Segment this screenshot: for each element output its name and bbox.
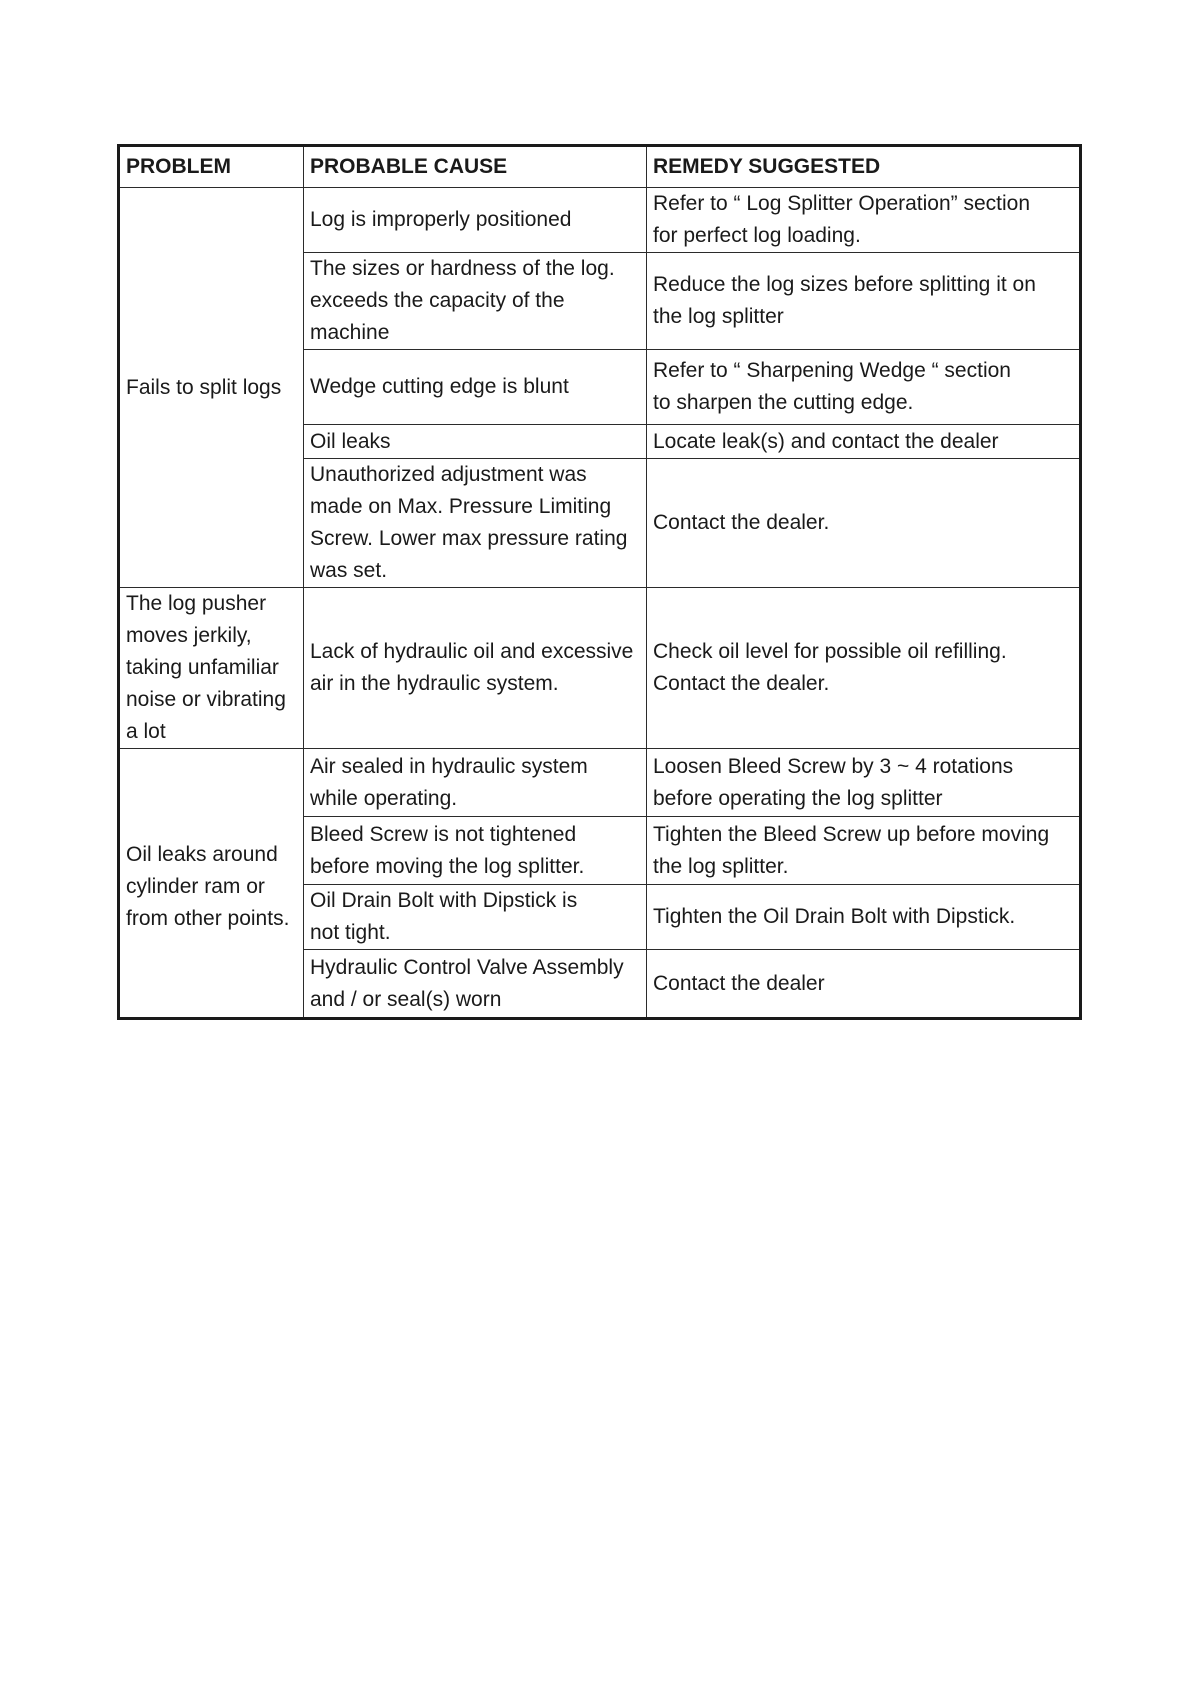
cause-cell: Lack of hydraulic oil and excessive air in the hydraulic system.: [304, 588, 647, 749]
problem-cell: Fails to split logs: [120, 188, 304, 588]
cause-cell: Hydraulic Control Valve Assembly and / or seal(s) worn: [304, 950, 647, 1018]
troubleshooting-table: [119, 146, 1080, 1018]
header-row: [120, 147, 1080, 188]
cause-cell: Air sealed in hydraulic system while operating.: [304, 749, 647, 817]
table-row: [120, 588, 1080, 749]
header-remedy-suggested: REMEDY SUGGESTED: [647, 147, 1080, 188]
header-probable-cause: PROBABLE CAUSE: [304, 147, 647, 188]
remedy-cell: Refer to “ Log Splitter Operation” section for perfect log loading.: [647, 188, 1080, 253]
remedy-cell: Locate leak(s) and contact the dealer: [647, 425, 1080, 459]
header-problem: PROBLEM: [120, 147, 304, 188]
problem-cell: Oil leaks around cylinder ram or from other points.: [120, 749, 304, 1018]
cause-cell: Unauthorized adjustment was made on Max. Pressure Limiting Screw. Lower max pressure rating was set.: [304, 459, 647, 588]
cause-cell: Oil leaks: [304, 425, 647, 459]
cause-cell: The sizes or hardness of the log. exceeds the capacity of the machine: [304, 253, 647, 350]
remedy-cell: Refer to “ Sharpening Wedge “ section to sharpen the cutting edge.: [647, 350, 1080, 425]
remedy-cell: Contact the dealer: [647, 950, 1080, 1018]
cause-cell: Log is improperly positioned: [304, 188, 647, 253]
remedy-cell: Tighten the Oil Drain Bolt with Dipstick.: [647, 885, 1080, 950]
remedy-cell: Check oil level for possible oil refilling. Contact the dealer.: [647, 588, 1080, 749]
cause-cell: Bleed Screw is not tightened before moving the log splitter.: [304, 817, 647, 885]
remedy-cell: Tighten the Bleed Screw up before moving the log splitter.: [647, 817, 1080, 885]
cause-cell: Oil Drain Bolt with Dipstick is not tight.: [304, 885, 647, 950]
remedy-cell: Loosen Bleed Screw by 3 ~ 4 rotations before operating the log splitter: [647, 749, 1080, 817]
remedy-cell: Reduce the log sizes before splitting it on the log splitter: [647, 253, 1080, 350]
cause-cell: Wedge cutting edge is blunt: [304, 350, 647, 425]
problem-cell: The log pusher moves jerkily, taking unfamiliar noise or vibrating a lot: [120, 588, 304, 749]
remedy-cell: Contact the dealer.: [647, 459, 1080, 588]
table-row: [120, 188, 1080, 253]
table-row: [120, 749, 1080, 817]
